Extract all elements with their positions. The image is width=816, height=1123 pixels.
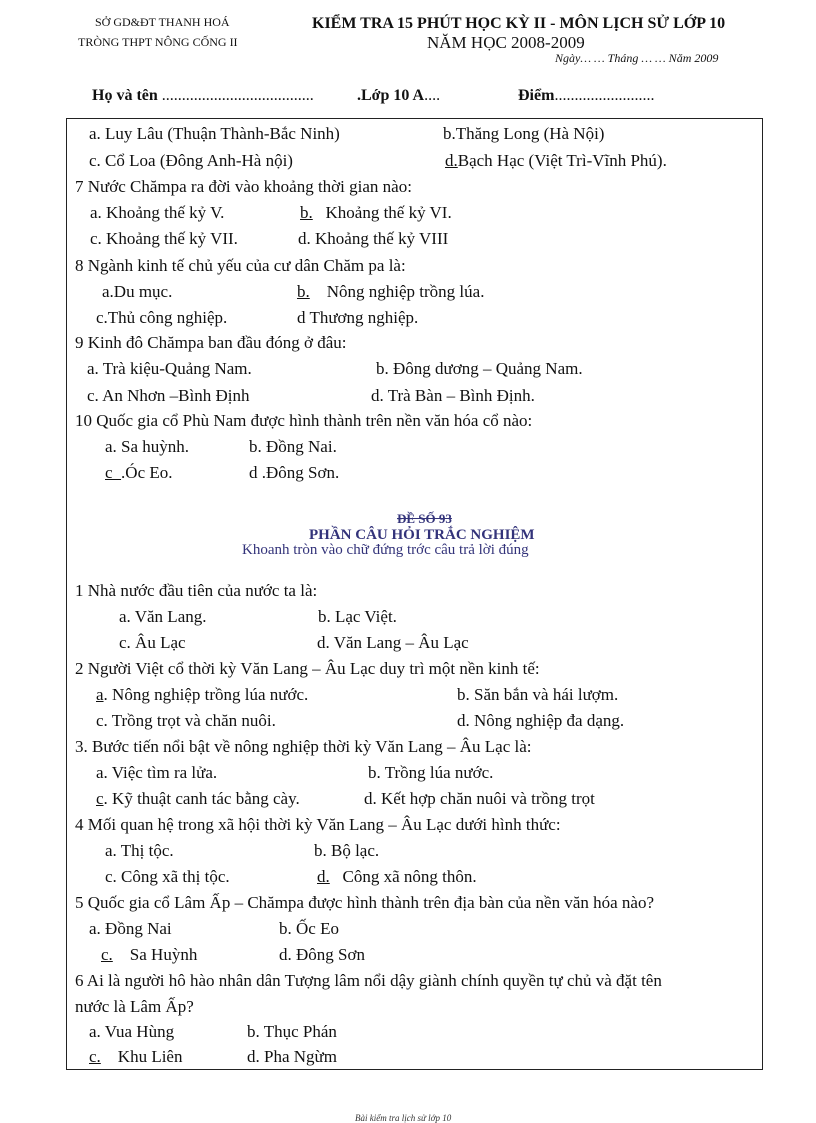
p1-q6-option-c: c. Cổ Loa (Đông Anh-Hà nội) bbox=[89, 151, 293, 170]
student-name-label: Họ và tên bbox=[92, 87, 158, 104]
p2-q2-option-a bbox=[96, 685, 308, 705]
p1-q8-option-c: c.Thủ công nghiệp. bbox=[96, 308, 228, 327]
p1-q7-option-b-text: Khoảng thế kỷ VI. bbox=[325, 203, 452, 222]
p1-q7-answer-mark: b. bbox=[300, 203, 313, 222]
p2-q5-option-c-text: Sa Huỳnh bbox=[129, 945, 198, 964]
p2-q6-answer-mark: c. bbox=[89, 1047, 101, 1066]
p2-q1-option-b: b. Lạc Việt. bbox=[318, 607, 397, 626]
p1-q9-option-c: c. An Nhơn –Bình Định bbox=[87, 386, 250, 405]
student-name-blank[interactable]: ...................................... bbox=[161, 87, 314, 104]
p2-q4-question: 4 Mối quan hệ trong xã hội thời kỳ Văn Lang – Âu Lạc dưới hình thức: bbox=[75, 815, 561, 834]
p2-q4-option-d-text: Công xã nông thôn. bbox=[342, 867, 477, 886]
p1-q8-option-d: d Thương nghiệp. bbox=[297, 308, 419, 327]
score-blank[interactable]: ......................... bbox=[554, 87, 655, 104]
p2-q3-option-a: a. Việc tìm ra lửa. bbox=[96, 763, 218, 782]
p2-q6-option-a: a. Vua Hùng bbox=[89, 1022, 175, 1041]
p1-q8-answer-mark: b. bbox=[297, 282, 310, 301]
p1-q7-question: 7 Nước Chămpa ra đời vào khoảng thời gian nào: bbox=[75, 177, 412, 196]
section-instruction: Khoanh tròn vào chữ đứng trớc câu trả lời đúng bbox=[242, 542, 529, 558]
p2-q2-option-c: c. Trồng trọt và chăn nuôi. bbox=[96, 711, 276, 730]
p2-q3-option-d: d. Kết hợp chăn nuôi và trồng trọt bbox=[364, 789, 595, 808]
p1-q9-question: 9 Kinh đô Chămpa ban đầu đóng ở đâu: bbox=[75, 333, 347, 352]
p2-q6-option-c bbox=[89, 1047, 182, 1067]
p1-q10-option-c bbox=[105, 463, 173, 483]
p2-q2-option-b: b. Săn bắn và hái lượm. bbox=[457, 685, 619, 704]
p1-q10-option-c-text: .Óc Eo. bbox=[121, 463, 173, 482]
p1-q10-answer-mark: c bbox=[105, 463, 122, 482]
p2-q2-question: 2 Người Việt cổ thời kỳ Văn Lang – Âu Lạc duy trì một nền kinh tế: bbox=[75, 659, 540, 678]
score-row bbox=[518, 87, 654, 105]
p2-q2-option-d: d. Nông nghiệp đa dạng. bbox=[457, 711, 625, 730]
p2-q6-option-b: b. Thục Phán bbox=[247, 1022, 337, 1041]
p1-q7-option-c: c. Khoảng thế kỷ VII. bbox=[90, 229, 238, 248]
p2-q1-option-c: c. Âu Lạc bbox=[119, 633, 186, 652]
school-year: NĂM HỌC 2008-2009 bbox=[427, 33, 585, 52]
p1-q10-option-d: d .Đông Sơn. bbox=[249, 463, 340, 482]
p2-q5-answer-mark: c. bbox=[101, 945, 113, 964]
p2-q4-option-d bbox=[317, 867, 477, 887]
p2-q3-option-b: b. Trồng lúa nước. bbox=[368, 763, 494, 782]
p1-q6-option-d bbox=[445, 151, 667, 171]
p1-q10-question: 10 Quốc gia cổ Phù Nam được hình thành trên nền văn hóa cổ nào: bbox=[75, 411, 533, 430]
p1-q9-option-b: b. Đông dương – Quảng Nam. bbox=[376, 359, 583, 378]
p1-q7-option-b bbox=[300, 203, 452, 223]
p2-q5-option-c bbox=[101, 945, 197, 965]
class-label: .Lớp 10 A bbox=[357, 87, 425, 104]
score-label: Điểm bbox=[518, 87, 555, 104]
class-blank[interactable]: .... bbox=[424, 87, 441, 104]
class-row bbox=[357, 87, 440, 105]
p2-q5-option-a: a. Đồng Nai bbox=[89, 919, 172, 938]
p1-q8-option-a: a.Du mục. bbox=[102, 282, 173, 301]
exam-content-box bbox=[66, 118, 763, 1070]
department-name: SỞ GD&ĐT THANH HOÁ bbox=[95, 15, 230, 29]
exam-code: ĐỀ SỐ 93 bbox=[397, 511, 452, 526]
p2-q6-question-line2: nước là Lâm Ấp? bbox=[75, 997, 194, 1016]
student-name-row bbox=[92, 87, 314, 105]
p2-q3-option-c-text: . Kỹ thuật canh tác bằng cày. bbox=[103, 789, 300, 808]
p2-q5-question: 5 Quốc gia cổ Lâm Ấp – Chămpa được hình thành trên địa bàn của nền văn hóa nào? bbox=[75, 893, 655, 912]
exam-title: KIỂM TRA 15 PHÚT HỌC KỲ II - MÔN LỊCH SỬ LỚP 10 bbox=[312, 15, 726, 32]
p1-q9-option-a: a. Trà kiệu-Quảng Nam. bbox=[87, 359, 252, 378]
p2-q4-option-b: b. Bộ lạc. bbox=[314, 841, 380, 860]
p2-q2-option-a-text: . Nông nghiệp trồng lúa nước. bbox=[103, 685, 309, 704]
p2-q1-option-d: d. Văn Lang – Âu Lạc bbox=[317, 633, 469, 652]
p2-q4-option-c: c. Công xã thị tộc. bbox=[105, 867, 230, 886]
p2-q3-question: 3. Bước tiến nổi bật về nông nghiệp thời kỳ Văn Lang – Âu Lạc là: bbox=[75, 737, 532, 756]
p2-q6-option-d: d. Pha Ngừm bbox=[247, 1047, 337, 1066]
p2-q4-answer-mark: d. bbox=[317, 867, 330, 886]
page-footer: Bài kiểm tra lịch sử lớp 10 bbox=[355, 1113, 452, 1123]
p2-q2-answer-mark: a bbox=[96, 685, 104, 704]
p2-q4-option-a: a. Thị tộc. bbox=[105, 841, 174, 860]
p1-q6-option-b: b.Thăng Long (Hà Nội) bbox=[443, 124, 605, 143]
p1-q8-question: 8 Ngành kinh tế chủ yếu của cư dân Chăm pa là: bbox=[75, 256, 406, 275]
p1-q6-option-a: a. Luy Lâu (Thuận Thành-Bắc Ninh) bbox=[89, 124, 340, 143]
p2-q5-option-b: b. Ốc Eo bbox=[279, 919, 339, 938]
p2-q3-option-c bbox=[96, 789, 300, 809]
p1-q7-option-d: d. Khoảng thế kỷ VIII bbox=[298, 229, 449, 248]
p1-q6-answer-mark: d. bbox=[445, 151, 458, 170]
p1-q8-option-b-text: Nông nghiệp trồng lúa. bbox=[326, 282, 485, 301]
exam-date: Ngày… … Tháng … … Năm 2009 bbox=[555, 51, 719, 65]
school-name: TRÒNG THPT NÔNG CỐNG II bbox=[78, 35, 238, 49]
p2-q6-question-line1: 6 Ai là người hô hào nhân dân Tượng lâm nổi dậy giành chính quyền tự chủ và đặt tên bbox=[75, 971, 662, 990]
p2-q1-option-a: a. Văn Lang. bbox=[119, 607, 207, 626]
p2-q6-option-c-text: Khu Liên bbox=[117, 1047, 183, 1066]
p2-q5-option-d: d. Đông Sơn bbox=[279, 945, 365, 964]
p1-q7-option-a: a. Khoảng thế kỷ V. bbox=[90, 203, 225, 222]
p1-q9-option-d: d. Trà Bàn – Bình Định. bbox=[371, 386, 535, 405]
p2-q3-answer-mark: c bbox=[96, 789, 104, 808]
p1-q8-option-b bbox=[297, 282, 484, 302]
p2-q1-question: 1 Nhà nước đầu tiên của nước ta là: bbox=[75, 581, 318, 600]
p1-q10-option-b: b. Đồng Nai. bbox=[249, 437, 337, 456]
section-title: PHẦN CÂU HỎI TRẮC NGHIỆM bbox=[309, 527, 535, 543]
p1-q10-option-a: a. Sa huỳnh. bbox=[105, 437, 190, 456]
p1-q6-option-d-text: Bạch Hạc (Việt Trì-Vĩnh Phú). bbox=[457, 151, 667, 170]
